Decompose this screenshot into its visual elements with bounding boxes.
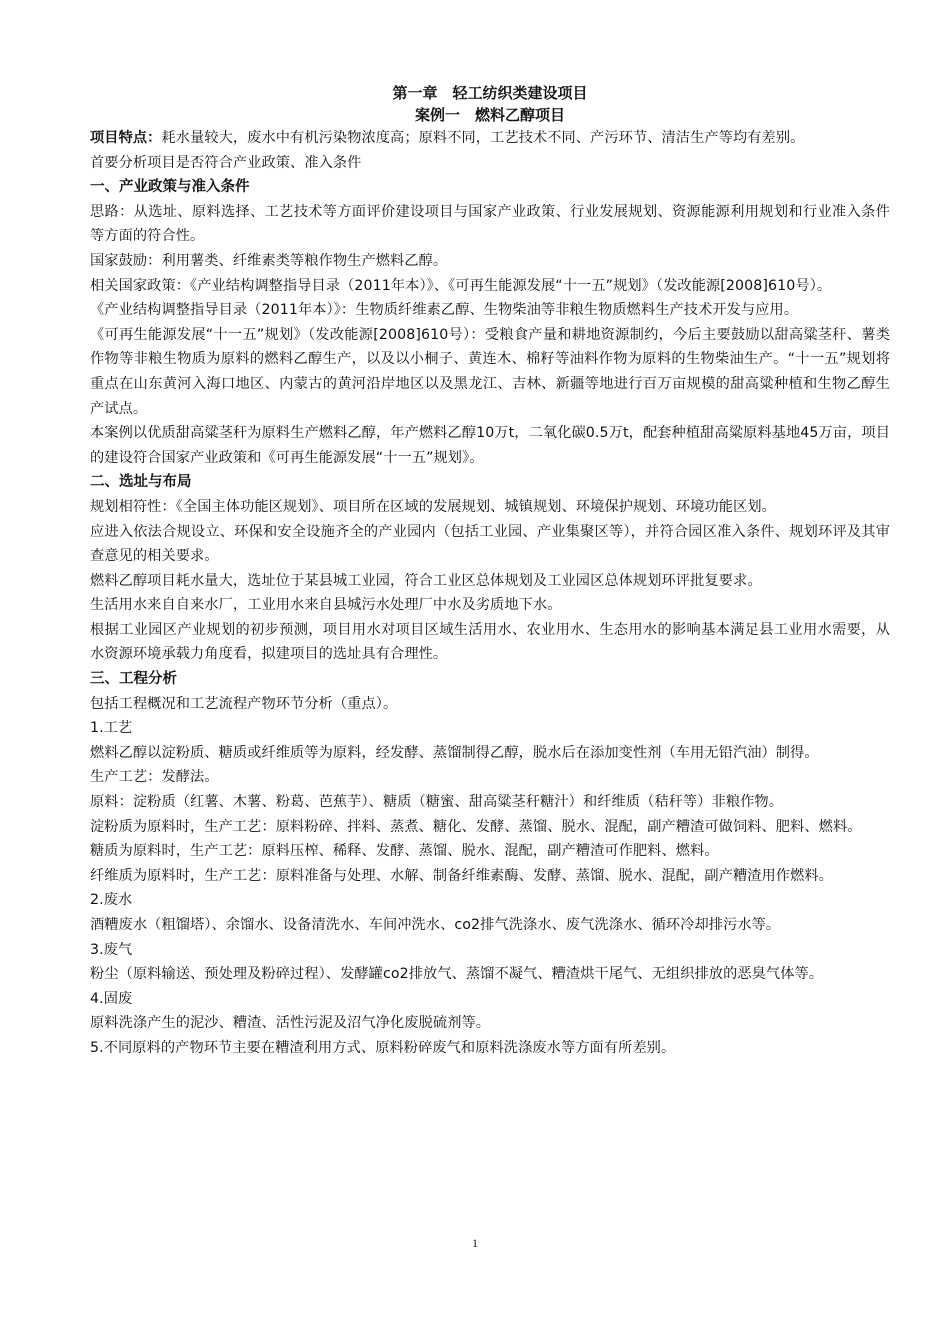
paragraph: 粉尘（原料输送、预处理及粉碎过程）、发酵罐co2排放气、蒸馏不凝气、糟渣烘干尾气、无组织排放的恶臭气体等。 <box>90 966 824 983</box>
paragraph: 包括工程概况和工艺流程产物环节分析（重点）。 <box>90 695 398 712</box>
paragraph: 本案例以优质甜高粱茎秆为原料生产燃料乙醇，年产燃料乙醇10万t，二氧化碳0.5万t，配套种植甜高粱原料基地45万亩，项目的建设符合国家产业政策和《可再生能源发展“十一五”规划》。 <box>90 425 890 466</box>
section-heading-engineering: 三、工程分析 <box>90 671 177 688</box>
paragraph: 《产业结构调整指导目录（2011年本）》：生物质纤维素乙醇、生物柴油等非粮生物质燃料生产技术开发与应用。 <box>90 302 799 319</box>
paragraph: 燃料乙醇以淀粉质、糖质或纤维质等为原料，经发酵、蒸馏制得乙醇，脱水后在添加变性剂（车用无铅汽油）制得。 <box>90 744 819 761</box>
subheading: 3.废气 <box>90 941 133 958</box>
subheading: 2.废水 <box>90 892 133 909</box>
subheading: 1.工艺 <box>90 720 133 737</box>
document-page <box>90 82 890 1061</box>
chapter-title: 第一章 轻工纺织类建设项目 <box>392 84 588 102</box>
paragraph: 思路：从选址、原料选择、工艺技术等方面评价建设项目与国家产业政策、行业发展规划、资源能源利用规划和行业准入条件等方面的符合性。 <box>90 203 890 245</box>
section-heading-policy: 一、产业政策与准入条件 <box>90 179 250 196</box>
intro-line: 首要分析项目是否符合产业政策、准入条件 <box>90 154 362 171</box>
feature-label: 项目特点： <box>90 130 162 146</box>
paragraph: 酒糟废水（粗馏塔）、余馏水、设备清洗水、车间冲洗水、co2排气洗涤水、废气洗涤水、循环冷却排污水等。 <box>90 917 781 933</box>
paragraph: 相关国家政策：《产业结构调整指导目录（2011年本）》、《可再生能源发展“十一五”规划》（发改能源[2008]610号）。 <box>90 277 832 294</box>
project-features <box>90 126 890 151</box>
paragraph: 《可再生能源发展“十一五”规划》（发改能源[2008]610号）：受粮食产量和耕地资源制约，今后主要鼓励以甜高粱茎秆、薯类作物等非粮生物质为原料的燃料乙醇生产，以及以小桐子、黄连木、棉籽等油料作物为原料的生物柴油生产。“十一五”规划将重点在山东黄河入海口地区、内蒙古的黄河沿岸地区以及黑龙江、吉林、新疆等地进行百万亩规模的甜高粱种植和生物乙醇生产试点。 <box>90 326 890 417</box>
paragraph: 燃料乙醇项目耗水量大，选址位于某县城工业园，符合工业区总体规划及工业园区总体规划环评批复要求。 <box>90 572 762 589</box>
paragraph: 5.不同原料的产物环节主要在糟渣利用方式、原料粉碎废气和原料洗涤废水等方面有所差别。 <box>90 1039 676 1056</box>
paragraph: 规划相符性：《全国主体功能区规划》、项目所在区域的发展规划、城镇规划、环境保护规划、环境功能区划。 <box>90 498 776 515</box>
paragraph: 纤维质为原料时，生产工艺：原料准备与处理、水解、制备纤维素酶、发酵、蒸馏、脱水、混配，副产糟渣用作燃料。 <box>90 867 833 884</box>
paragraph: 生活用水来自自来水厂，工业用水来自县城污水处理厂中水及劣质地下水。 <box>90 597 562 614</box>
paragraph: 应进入依法合规设立、环保和安全设施齐全的产业园内（包括工业园、产业集聚区等），并符合园区准入条件、规划环评及其审查意见的相关要求。 <box>90 523 890 565</box>
paragraph: 原料：淀粉质（红薯、木薯、粉葛、芭蕉芋）、糖质（糖蜜、甜高粱茎秆糖汁）和纤维质（秸秆等）非粮作物。 <box>90 794 783 811</box>
paragraph: 淀粉质为原料时，生产工艺：原料粉碎、拌料、蒸煮、糖化、发酵、蒸馏、脱水、混配，副产糟渣可做饲料、肥料、燃料。 <box>90 818 862 835</box>
page-number: 1 <box>472 1236 478 1250</box>
paragraph: 生产工艺：发酵法。 <box>90 769 219 786</box>
case-title: 案例一 燃料乙醇项目 <box>414 106 565 124</box>
paragraph: 原料洗涤产生的泥沙、糟渣、活性污泥及沼气净化废脱硫剂等。 <box>90 1015 491 1032</box>
paragraph: 糖质为原料时，生产工艺：原料压榨、稀释、发酵、蒸馏、脱水、混配，副产糟渣可作肥料、燃料。 <box>90 843 719 860</box>
paragraph: 国家鼓励：利用薯类、纤维素类等粮作物生产燃料乙醇。 <box>90 252 448 269</box>
section-heading-site: 二、选址与布局 <box>90 474 192 491</box>
subheading: 4.固废 <box>90 990 133 1007</box>
paragraph: 根据工业园区产业规划的初步预测，项目用水对项目区域生活用水、农业用水、生态用水的影响基本满足县工业用水需要，从水资源环境承载力角度看，拟建项目的选址具有合理性。 <box>90 621 890 663</box>
feature-text: 耗水量较大，废水中有机污染物浓度高；原料不同，工艺技术不同、产污环节、清洁生产等均有差别。 <box>161 130 805 146</box>
